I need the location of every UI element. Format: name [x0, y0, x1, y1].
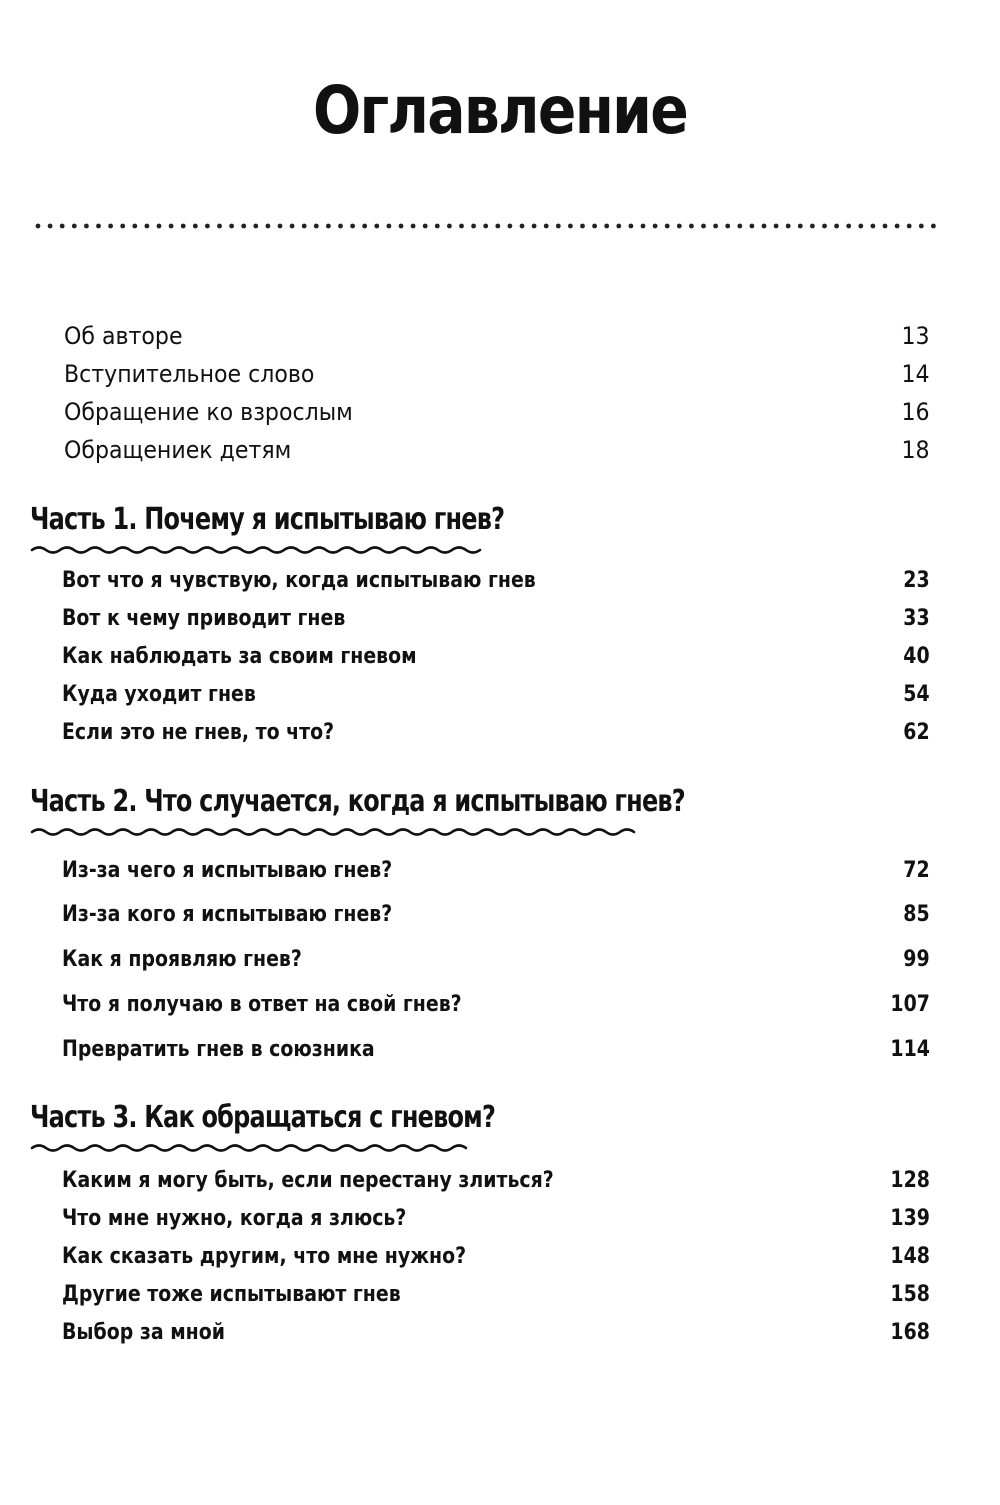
toc-entry[interactable] — [0, 858, 1000, 894]
divider-dot — [508, 224, 513, 229]
divider-dot — [713, 224, 718, 229]
divider-dot — [689, 224, 694, 229]
toc-entry-label: Из-за кого я испытываю гнев? — [62, 902, 393, 927]
toc-entry-page: 85 — [903, 902, 930, 927]
divider-dot — [290, 224, 295, 229]
divider-dot — [532, 224, 537, 229]
divider-dot — [871, 224, 876, 229]
divider-dot — [423, 224, 428, 229]
toc-entry-page: 128 — [890, 1168, 930, 1193]
toc-entry-label: Вот что я чувствую, когда испытываю гнев — [62, 568, 536, 593]
divider-dot — [338, 224, 343, 229]
divider-dot — [919, 224, 924, 229]
divider-dot — [834, 224, 839, 229]
divider-dot — [96, 224, 101, 229]
divider-dot — [459, 224, 464, 229]
divider-dot — [387, 224, 392, 229]
toc-entry-page: 13 — [901, 322, 930, 350]
toc-entry-label: Как наблюдать за своим гневом — [62, 644, 417, 669]
divider-dot — [883, 224, 888, 229]
toc-entry-label: Выбор за мной — [62, 1320, 226, 1345]
toc-entry[interactable] — [0, 1282, 1000, 1318]
toc-entry-page: 54 — [903, 682, 930, 707]
toc-entry-label: Вот к чему приводит гнев — [62, 606, 346, 631]
divider-dot — [120, 224, 125, 229]
toc-entry-page: 40 — [903, 644, 930, 669]
toc-entry-label: Из-за чего я испытываю гнев? — [62, 858, 393, 883]
part-title: Часть 2. Что случается, когда я испытываю гнев? — [30, 784, 685, 819]
divider-dot — [895, 224, 900, 229]
divider-dot — [72, 224, 77, 229]
wavy-underline — [30, 1138, 490, 1158]
divider-dot — [556, 224, 561, 229]
toc-entry[interactable] — [0, 992, 1000, 1028]
divider-dot — [435, 224, 440, 229]
divider-dot — [217, 224, 222, 229]
toc-entry[interactable] — [0, 360, 1000, 396]
divider-dot — [737, 224, 742, 229]
toc-entry[interactable] — [0, 1168, 1000, 1204]
divider-dot — [846, 224, 851, 229]
part-heading[interactable] — [30, 784, 849, 844]
divider-dot — [544, 224, 549, 229]
divider-dot — [145, 224, 150, 229]
toc-entry[interactable] — [0, 1244, 1000, 1280]
toc-entry-page: 139 — [890, 1206, 930, 1231]
divider-dot — [568, 224, 573, 229]
divider-dot — [810, 224, 815, 229]
toc-entry[interactable] — [0, 1206, 1000, 1242]
part-title: Часть 3. Как обращаться с гневом? — [30, 1100, 496, 1135]
toc-entry-page: 16 — [901, 398, 930, 426]
part-heading[interactable] — [30, 1100, 611, 1160]
divider-dot — [750, 224, 755, 229]
divider-dot — [362, 224, 367, 229]
divider-dot — [302, 224, 307, 229]
dotted-divider — [34, 218, 944, 234]
divider-dot — [774, 224, 779, 229]
divider-dot — [278, 224, 283, 229]
divider-dot — [411, 224, 416, 229]
divider-dot — [157, 224, 162, 229]
toc-entry[interactable] — [0, 902, 1000, 938]
divider-dot — [132, 224, 137, 229]
toc-entry-page: 114 — [890, 1037, 930, 1062]
toc-entry-label: Обращениек детям — [64, 436, 292, 464]
divider-dot — [399, 224, 404, 229]
toc-entry[interactable] — [0, 568, 1000, 604]
divider-dot — [350, 224, 355, 229]
toc-entry-label: Куда уходит гнев — [62, 682, 256, 707]
toc-entry-page: 18 — [901, 436, 930, 464]
toc-entry[interactable] — [0, 606, 1000, 642]
toc-entry-page: 23 — [903, 568, 930, 593]
divider-dot — [266, 224, 271, 229]
part-heading[interactable] — [30, 502, 623, 562]
divider-dot — [169, 224, 174, 229]
divider-dot — [495, 224, 500, 229]
toc-entry-label: Что мне нужно, когда я злюсь? — [62, 1206, 407, 1231]
divider-dot — [786, 224, 791, 229]
divider-dot — [641, 224, 646, 229]
toc-entry-label: Что я получаю в ответ на свой гнев? — [62, 992, 462, 1017]
divider-dot — [629, 224, 634, 229]
divider-dot — [725, 224, 730, 229]
divider-dot — [471, 224, 476, 229]
toc-entry-page: 62 — [903, 720, 930, 745]
divider-dot — [762, 224, 767, 229]
divider-dot — [677, 224, 682, 229]
divider-dot — [84, 224, 89, 229]
toc-entry-label: Об авторе — [64, 322, 183, 350]
divider-dot — [580, 224, 585, 229]
divider-dot — [931, 224, 936, 229]
divider-dot — [822, 224, 827, 229]
toc-entry-page: 14 — [901, 360, 930, 388]
toc-entry-page: 72 — [903, 858, 930, 883]
divider-dot — [665, 224, 670, 229]
divider-dot — [653, 224, 658, 229]
toc-entry-label: Вступительное слово — [64, 360, 315, 388]
toc-entry[interactable] — [0, 1320, 1000, 1356]
wavy-underline — [30, 822, 650, 842]
divider-dot — [193, 224, 198, 229]
divider-dot — [447, 224, 452, 229]
divider-dot — [205, 224, 210, 229]
divider-dot — [253, 224, 258, 229]
toc-entry[interactable] — [0, 322, 1000, 358]
divider-dot — [241, 224, 246, 229]
toc-entry[interactable] — [0, 398, 1000, 434]
divider-dot — [520, 224, 525, 229]
part-title: Часть 1. Почему я испытываю гнев? — [30, 502, 505, 537]
divider-dot — [36, 224, 41, 229]
divider-dot — [907, 224, 912, 229]
toc-entry-page: 33 — [903, 606, 930, 631]
toc-entry[interactable] — [0, 720, 1000, 756]
divider-dot — [314, 224, 319, 229]
toc-entry-label: Как сказать другим, что мне нужно? — [62, 1244, 467, 1269]
divider-dot — [616, 224, 621, 229]
divider-dot — [798, 224, 803, 229]
toc-entry-page: 158 — [890, 1282, 930, 1307]
toc-entry[interactable] — [0, 947, 1000, 983]
toc-entry[interactable] — [0, 682, 1000, 718]
divider-dot — [181, 224, 186, 229]
divider-dot — [374, 224, 379, 229]
wavy-underline — [30, 540, 490, 560]
divider-dot — [858, 224, 863, 229]
toc-entry-label: Если это не гнев, то что? — [62, 720, 335, 745]
toc-entry-label: Другие тоже испытывают гнев — [62, 1282, 401, 1307]
divider-dot — [701, 224, 706, 229]
divider-dot — [229, 224, 234, 229]
toc-entry-page: 107 — [890, 992, 930, 1017]
toc-entry-label: Обращение ко взрослым — [64, 398, 353, 426]
divider-dot — [604, 224, 609, 229]
toc-entry-label: Превратить гнев в союзника — [62, 1037, 375, 1062]
toc-entry-label: Каким я могу быть, если перестану злиться? — [62, 1168, 554, 1193]
toc-entry[interactable] — [0, 644, 1000, 680]
toc-entry[interactable] — [0, 1037, 1000, 1073]
toc-entry-page: 168 — [890, 1320, 930, 1345]
divider-dot — [48, 224, 53, 229]
toc-entry-page: 99 — [903, 947, 930, 972]
toc-entry-label: Как я проявляю гнев? — [62, 947, 302, 972]
toc-entry[interactable] — [0, 436, 1000, 472]
toc-entry-page: 148 — [890, 1244, 930, 1269]
divider-dot — [108, 224, 113, 229]
divider-dot — [60, 224, 65, 229]
divider-dot — [326, 224, 331, 229]
divider-dot — [592, 224, 597, 229]
page-title: Оглавление — [312, 72, 688, 149]
divider-dot — [483, 224, 488, 229]
